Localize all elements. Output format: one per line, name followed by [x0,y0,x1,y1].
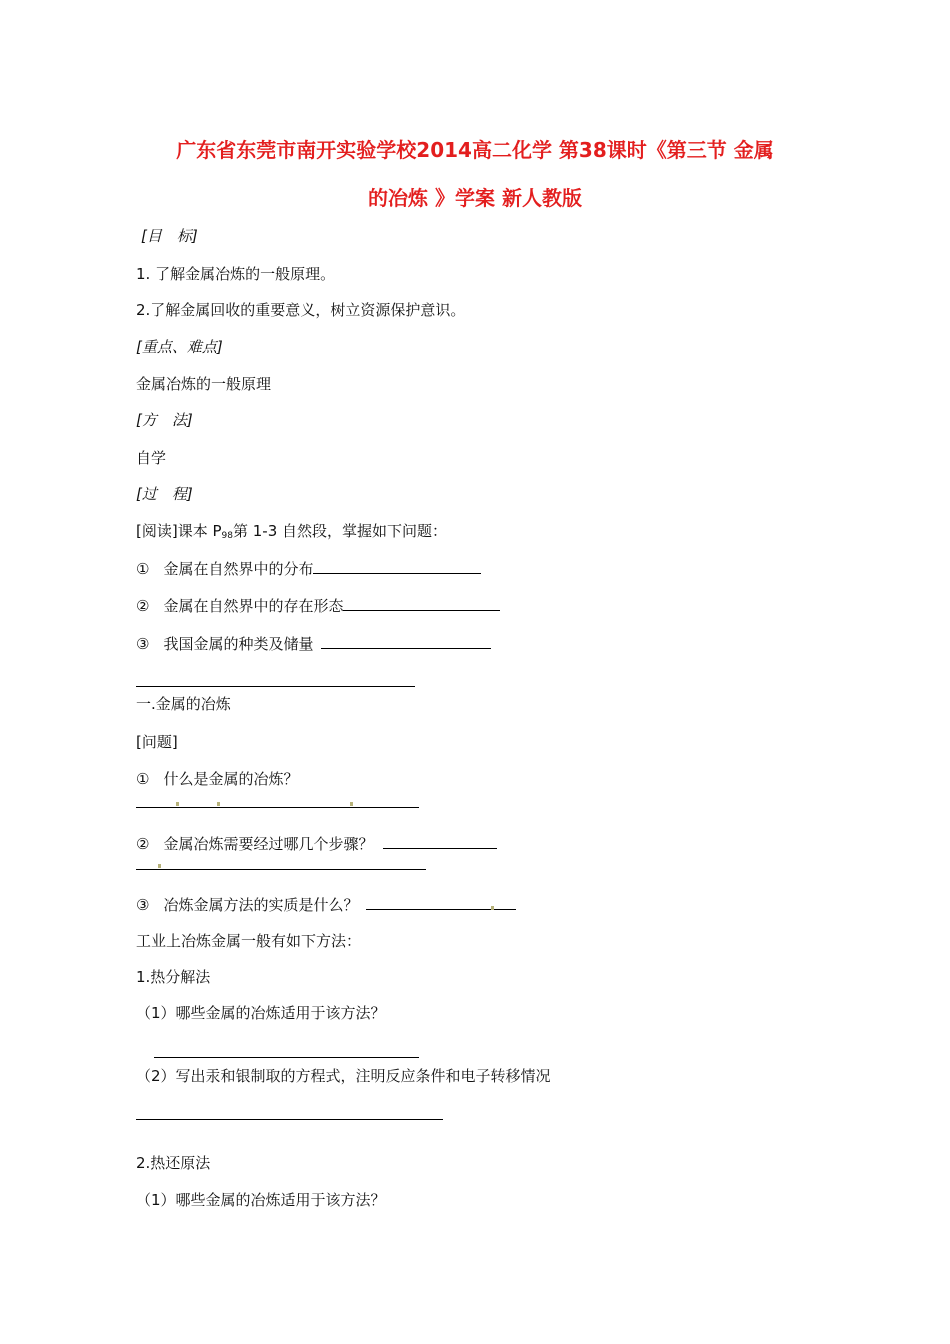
reading-suffix: 第 1-3 自然段，掌握如下问题： [232,522,448,540]
reading-instruction [136,521,447,546]
scan-mark [350,802,353,806]
scan-mark [217,802,220,806]
reading-prefix: [阅读]课本 P [136,522,222,540]
goal-item-2: 2.了解金属回收的重要意义，树立资源保护意识。 [136,301,466,319]
method-text: 自学 [136,449,167,467]
key-points-text: 金属冶炼的一般原理 [136,375,272,393]
reading-question-3 [136,633,491,654]
scan-mark [176,802,179,806]
scan-mark [491,906,494,910]
answer-blank[interactable] [321,633,491,649]
answer-blank[interactable] [313,558,481,574]
answer-line[interactable] [154,1057,419,1058]
reading-question-1 [136,558,481,579]
section-1-question-3 [136,894,516,915]
question-text: 我国金属的种类及储量 [163,635,314,653]
answer-line[interactable] [136,686,415,687]
question-text: 金属在自然界中的分布 [163,560,314,578]
method-1-question-2: （2）写出汞和银制取的方程式，注明反应条件和电子转移情况 [136,1067,551,1085]
question-number: ① [136,770,150,788]
method-2-question-1: （1）哪些金属的冶炼适用于该方法？ [136,1191,386,1209]
process-heading: [过 程] [136,485,193,503]
answer-blank[interactable] [383,833,497,849]
question-text: 什么是金属的冶炼？ [163,770,299,788]
question-number: ③ [136,635,150,653]
answer-line[interactable] [136,1119,443,1120]
document-title-line-1: 广东省东莞市南开实验学校2014高二化学 第38课时《第三节 金属 [176,138,774,162]
reading-page-subscript: 98 [221,531,233,541]
answer-line[interactable] [136,869,426,870]
scan-mark [158,864,161,868]
section-1-question-2 [136,833,497,854]
question-number: ① [136,560,150,578]
section-1-question-1 [136,769,298,789]
question-text: 冶炼金属方法的实质是什么？ [163,896,359,914]
question-text: 金属在自然界中的存在形态 [163,597,344,615]
key-points-heading: [重点、难点] [136,338,223,356]
question-label: [问题] [136,733,178,751]
question-number: ② [136,597,150,615]
document-title-line-2: 的冶炼 》学案 新人教版 [368,186,582,210]
question-number: ③ [136,896,150,914]
section-1-heading: 一.金属的冶炼 [136,695,231,713]
method-2-heading: 2.热还原法 [136,1154,211,1172]
methods-intro: 工业上冶炼金属一般有如下方法： [136,932,362,950]
goal-item-1: 1. 了解金属冶炼的一般原理。 [136,265,336,283]
method-1-heading: 1.热分解法 [136,968,211,986]
method-heading: [方 法] [136,411,193,429]
goals-heading: [目 标] [141,227,198,245]
question-number: ② [136,835,150,853]
answer-blank[interactable] [343,595,500,611]
answer-line[interactable] [136,807,419,808]
method-1-question-1: （1）哪些金属的冶炼适用于该方法？ [136,1004,386,1022]
reading-question-2 [136,595,500,616]
question-text: 金属冶炼需要经过哪几个步骤？ [163,835,374,853]
